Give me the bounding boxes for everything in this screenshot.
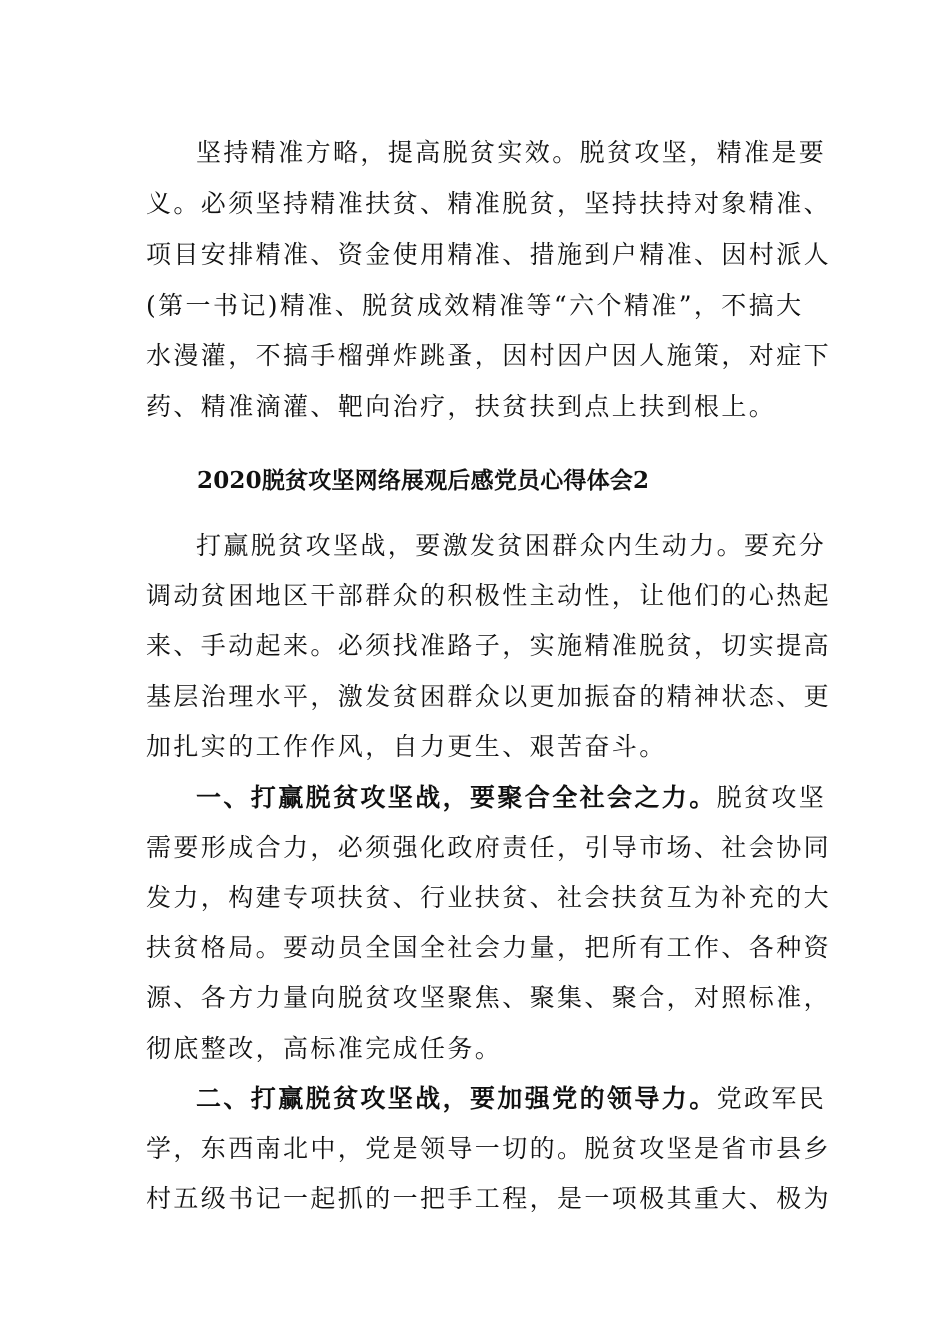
- text-line: 水漫灌，不搞手榴弹炸跳蚤，因村因户因人施策，对症下: [146, 341, 832, 370]
- text-line: 彻底整改，高标准完成任务。: [146, 1034, 503, 1063]
- section-heading: 2020脱贫攻坚网络展观后感党员心得体会2: [197, 467, 650, 494]
- text-line: 来、手动起来。必须找准路子，实施精准脱贫，切实提高: [146, 631, 832, 660]
- text-line: [196, 782, 826, 814]
- text-line: 打赢脱贫攻坚战，要激发贫困群众内生动力。要充分: [196, 531, 827, 560]
- text-line: 项目安排精准、资金使用精准、措施到户精准、因村派人: [146, 240, 832, 269]
- bold-lead-text: 二、打赢脱贫攻坚战，要加强党的领导力。: [196, 1084, 717, 1113]
- text-line: 需要形成合力，必须强化政府责任，引导市场、社会协同: [146, 833, 832, 862]
- lead-rest-text: 党政军民: [716, 1084, 827, 1113]
- text-line: 基层治理水平，激发贫困群众以更加振奋的精神状态、更: [146, 682, 832, 711]
- text-line: 调动贫困地区干部群众的积极性主动性，让他们的心热起: [146, 581, 832, 610]
- lead-rest-text: 脱贫攻坚: [716, 783, 827, 812]
- text-line: 学，东西南北中，党是领导一切的。脱贫攻坚是省市县乡: [146, 1134, 832, 1163]
- text-line: 药、精准滴灌、靶向治疗，扶贫扶到点上扶到根上。: [146, 392, 777, 421]
- text-line: 村五级书记一起抓的一把手工程，是一项极其重大、极为: [146, 1184, 832, 1213]
- text-line: 坚持精准方略，提高脱贫实效。脱贫攻坚，精准是要: [196, 138, 827, 167]
- text-line: 源、各方力量向脱贫攻坚聚焦、聚集、聚合，对照标准，: [146, 983, 832, 1012]
- bold-lead-text: 一、打赢脱贫攻坚战，要聚合全社会之力。: [196, 783, 717, 812]
- text-line: (第一书记)精准、脱贫成效精准等“六个精准”，不搞大: [146, 291, 804, 320]
- text-line: 扶贫格局。要动员全国全社会力量，把所有工作、各种资: [146, 933, 832, 962]
- text-line: 发力，构建专项扶贫、行业扶贫、社会扶贫互为补充的大: [146, 883, 832, 912]
- text-line: 义。必须坚持精准扶贫、精准脱贫，坚持扶持对象精准、: [146, 189, 832, 218]
- text-line: [196, 1083, 826, 1115]
- text-line: 加扎实的工作作风，自力更生、艰苦奋斗。: [146, 732, 667, 761]
